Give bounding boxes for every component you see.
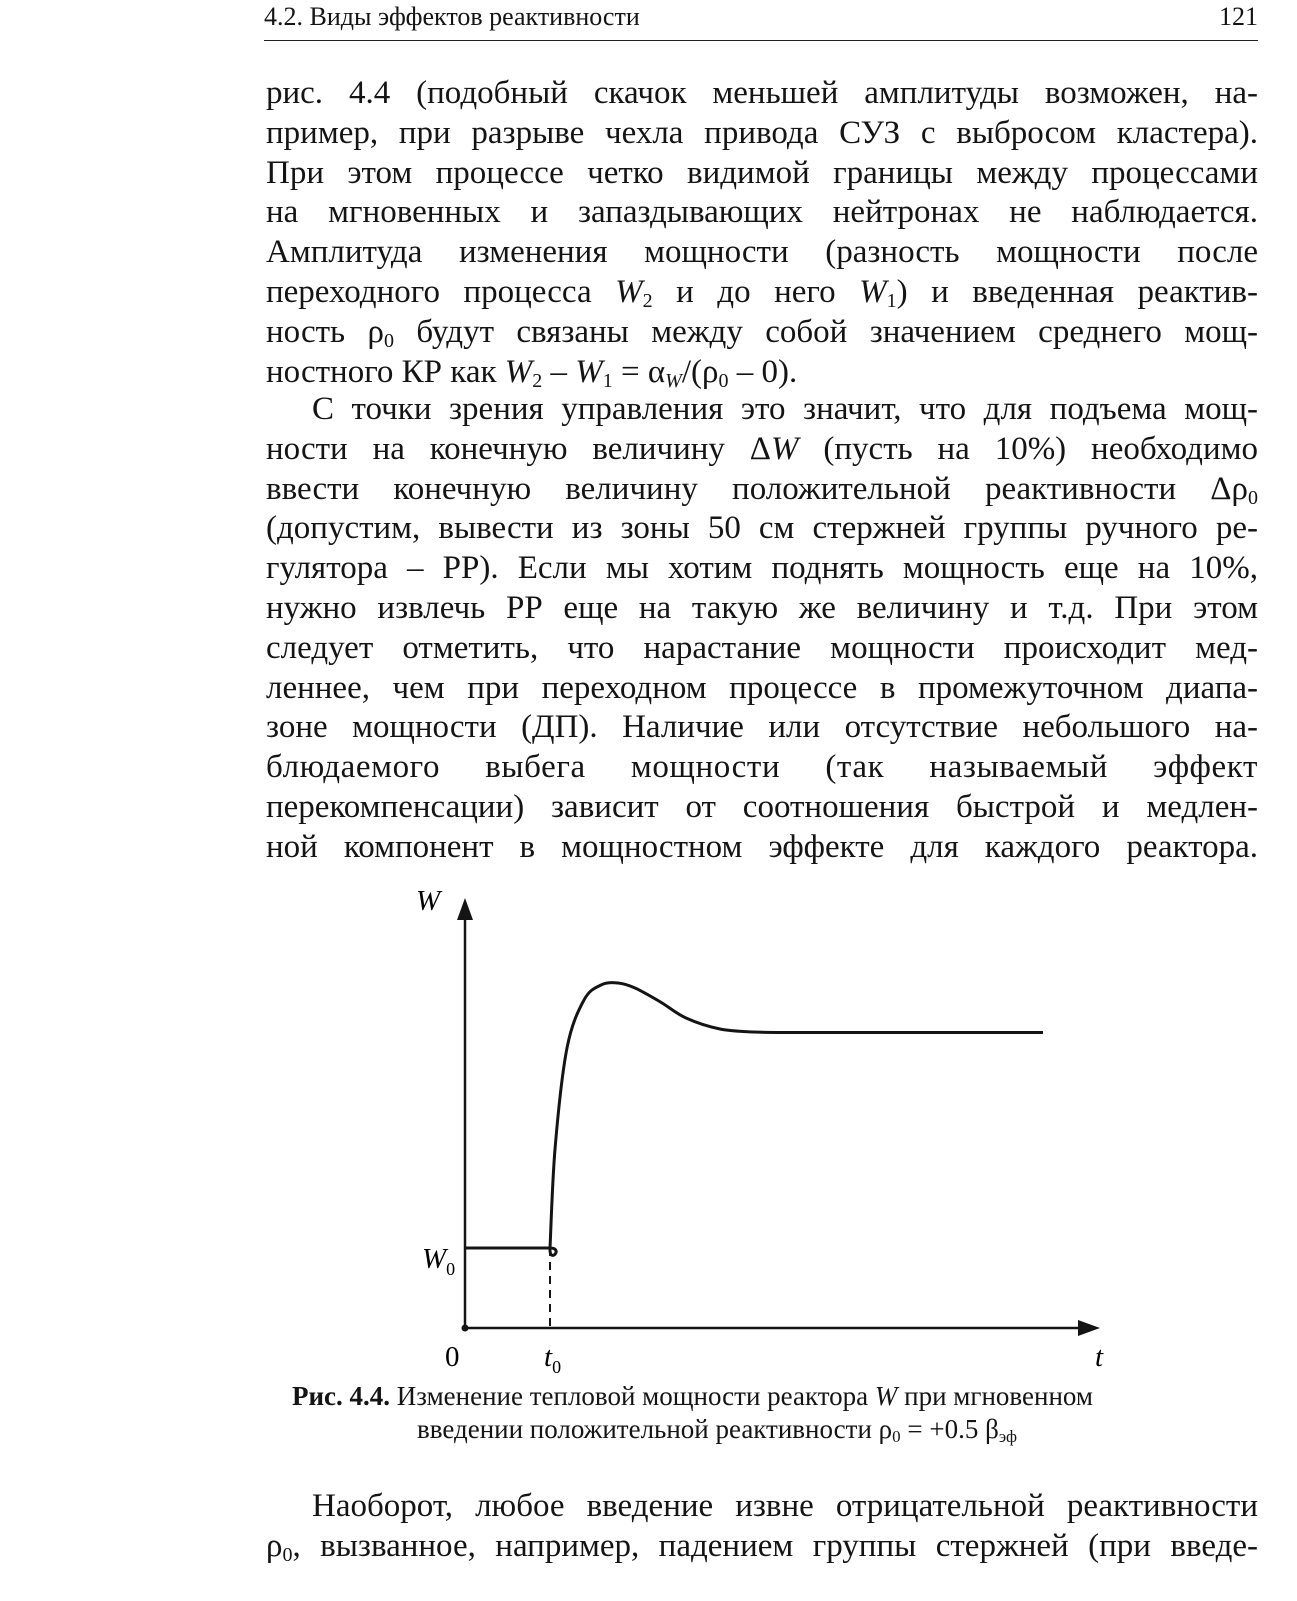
text-line: С точки зрения управления это значит, что для подъема мощ- [312,391,1258,427]
caption-line [292,1413,1192,1446]
text-line: на мгновенных и запаздывающих нейтронах не наблюдается. [266,194,1258,231]
text-line: ной компонент в мощностном эффекте для каждого реактора. [266,828,1258,865]
t0-subscript: 0 [552,1357,562,1377]
math-symbol: W [874,1381,898,1411]
section-title: 4.2. Виды эффектов реактивности [264,2,640,31]
text-run: переходного процесса [266,273,616,310]
subscript: 1 [602,369,613,392]
running-header [264,0,1258,41]
plot-area [465,983,1043,1256]
caption-text: введении положительной реактивности ρ [417,1414,893,1444]
text-line: зоне мощности (ДП). Наличие или отсутствие небольшого на- [266,709,1258,746]
text-run: ) и введенная реактив- [896,273,1258,310]
text-line: гулятора – РР). Если мы хотим поднять мощность еще на 10%, [266,550,1258,587]
text-run: ность ρ [266,313,384,350]
text-line: Наоборот, любое введение извне отрицательной реактивности [312,1488,1258,1524]
subscript: 1 [886,289,897,312]
text-line: перекомпенсации) зависит от соотношения быстрой и медлен- [266,788,1258,825]
x-axis-label: t [1095,1341,1104,1373]
text-run: = α [612,353,666,390]
math-symbol: W [615,273,643,310]
text-line: следует отметить, что нарастание мощности происходит мед- [266,629,1258,666]
math-symbol: W [771,430,799,467]
subscript: 0 [282,1543,293,1566]
text-line: блюдаемого выбега мощности (так называемый эффект [266,749,1258,786]
text-line: пример, при разрыве чехла привода СУЗ с выбросом кластера). [266,114,1258,151]
text-run: будут связаны между собой значением среднего мощ- [393,313,1259,350]
caption-text: при мгновенном [897,1381,1093,1411]
text-line [266,470,1258,510]
text-run: ρ [266,1527,283,1564]
math-symbol: W [859,273,887,310]
power-transient-chart [400,880,1130,1380]
caption-text: = +0.5 β [900,1414,999,1444]
text-run: ности на конечную величину Δ [266,430,772,467]
y-axis-arrow [457,898,473,920]
page-number: 121 [1219,2,1258,31]
caption-line [292,1380,1192,1413]
subscript: W [665,369,682,392]
subscript: эф [998,1427,1018,1446]
w0-tick-label [422,1243,455,1279]
w0-symbol: W [422,1243,447,1275]
text-line: (допустим, вывести из зоны 50 см стержней группы ручного ре- [266,510,1258,547]
text-line: леннее, чем при переходном процессе в промежуточном диапа- [266,669,1258,706]
math-symbol: W [504,353,533,390]
text-line [266,353,1258,393]
text-line [266,1527,1258,1567]
text-run: (пусть на 10%) необходимо [798,430,1258,467]
axis-labels [416,885,1104,1377]
subscript: 0 [718,369,729,392]
subscript: 2 [642,289,653,312]
caption-label: Рис. 4.4. [292,1381,391,1411]
origin-dot [462,1325,469,1332]
chart-axes [457,898,1100,1336]
text-run: ностного КР как [266,353,505,390]
paragraph-3 [266,1487,1258,1567]
t0-symbol: t [544,1341,553,1373]
text-line: нужно извлечь РР еще на такую же величину и т.д. При этом [266,589,1258,626]
x-axis-arrow [1078,1320,1100,1336]
subscript: 2 [532,369,543,392]
text-line [266,273,1258,313]
subscript: 0 [1248,486,1258,509]
math-symbol: W [575,353,603,390]
text-run: ввести конечную величину положительной реактивности Δρ [266,470,1248,507]
text-line: рис. 4.4 (подобный скачок меньшей амплитуды возможен, на- [266,75,1258,111]
subscript: 0 [383,329,394,352]
paragraph-2 [266,390,1258,868]
text-line: При этом процессе четко видимой границы между процессами [266,154,1258,191]
text-run: – [542,353,576,390]
t0-tick-label [544,1341,561,1377]
text-run: /(ρ [681,353,719,390]
paragraph-1 [266,74,1258,392]
caption-text: Изменение тепловой мощности реактора [390,1381,875,1411]
origin-label: 0 [445,1341,460,1373]
text-line [266,313,1258,353]
figure-caption [292,1380,1192,1446]
text-run: и до него [652,273,860,310]
figure-4-4 [400,880,1130,1380]
text-run: – 0). [728,353,798,390]
w0-subscript: 0 [446,1259,456,1279]
text-line [266,430,1258,470]
power-curve [465,983,1043,1256]
y-axis-label: W [416,885,441,917]
subscript: 0 [892,1427,901,1446]
text-run: , вызванное, например, падением группы стержней (при введе- [292,1527,1258,1564]
text-line: Амплитуда изменения мощности (разность мощности после [266,234,1258,271]
